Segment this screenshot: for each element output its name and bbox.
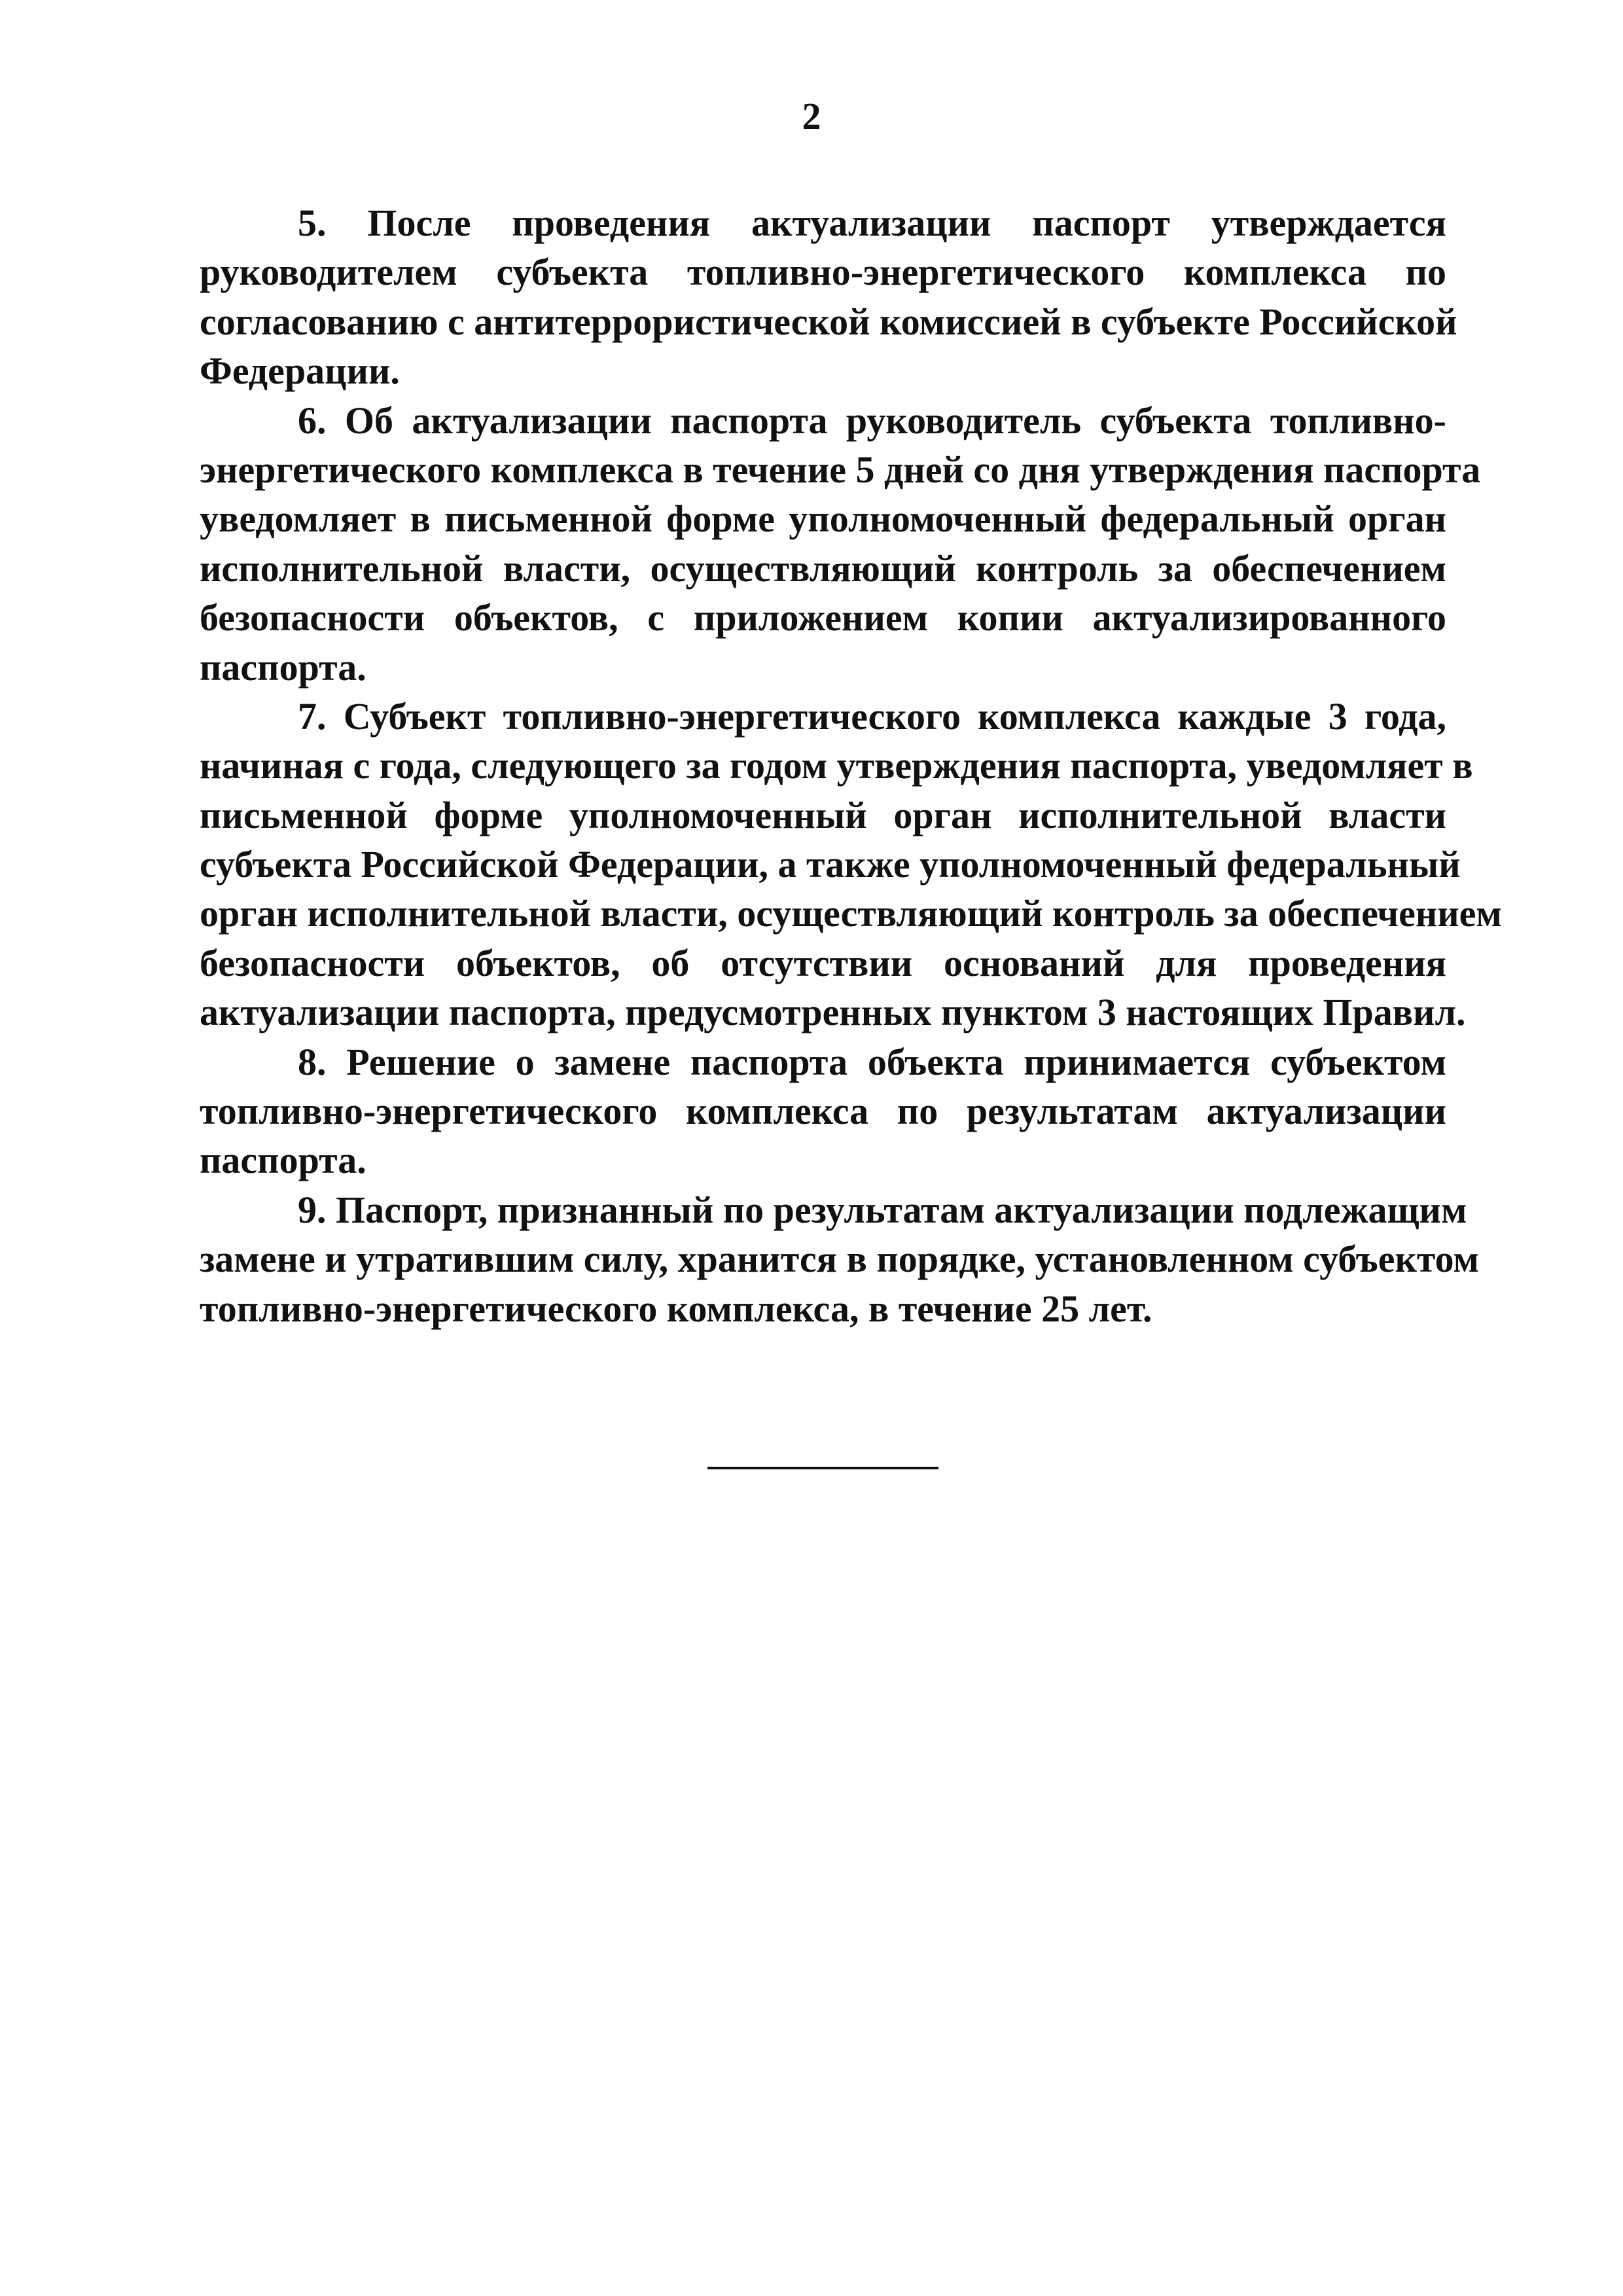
page-number: 2 <box>802 95 821 137</box>
text-line: 6. Об актуализации паспорта руководитель субъекта топливно- <box>298 399 1446 442</box>
text-line: письменной форме уполномоченный орган исполнительной власти <box>200 793 1446 836</box>
end-rule-divider <box>707 1467 938 1469</box>
text-line: согласованию с антитеррористической комиссией в субъекте Российской <box>200 300 1457 343</box>
text-line: руководителем субъекта топливно-энергетического комплекса по <box>200 251 1446 294</box>
text-line: замене и утратившим силу, хранится в порядке, установленном субъектом <box>200 1238 1480 1281</box>
text-line: исполнительной власти, осуществляющий контроль за обеспечением <box>200 547 1446 590</box>
text-line: орган исполнительной власти, осуществляющий контроль за обеспечением <box>200 892 1502 935</box>
text-line: начиная с года, следующего за годом утверждения паспорта, уведомляет в <box>200 744 1473 787</box>
paragraph-8 <box>200 1037 1446 1185</box>
text-line: топливно-энергетического комплекса, в течение 25 лет. <box>200 1287 1152 1330</box>
text-line: паспорта. <box>200 645 366 689</box>
paragraph-6 <box>200 396 1481 692</box>
text-line: 9. Паспорт, признанный по результатам актуализации подлежащим <box>298 1188 1467 1231</box>
text-line: субъекта Российской Федерации, а также уполномоченный федеральный <box>200 843 1461 886</box>
paragraph-5 <box>200 198 1457 396</box>
text-line: Федерации. <box>200 350 400 393</box>
text-line: актуализации паспорта, предусмотренных пунктом 3 настоящих Правил. <box>200 991 1466 1034</box>
text-line: паспорта. <box>200 1139 366 1182</box>
text-line: безопасности объектов, с приложением копии актуализированного <box>200 596 1446 639</box>
text-line: 8. Решение о замене паспорта объекта принимается субъектом <box>298 1040 1446 1083</box>
text-line: уведомляет в письменной форме уполномоченный федеральный орган <box>200 497 1446 541</box>
text-line: безопасности объектов, об отсутствии оснований для проведения <box>200 941 1446 984</box>
document-body <box>200 198 1502 1333</box>
paragraph-9 <box>200 1185 1480 1333</box>
paragraph-7 <box>200 692 1502 1037</box>
text-line: энергетического комплекса в течение 5 дней со дня утверждения паспорта <box>200 448 1481 491</box>
text-line: топливно-энергетического комплекса по результатам актуализации <box>200 1090 1446 1133</box>
text-line: 5. После проведения актуализации паспорт утверждается <box>298 202 1446 244</box>
text-line: 7. Субъект топливно-энергетического комплекса каждые 3 года, <box>298 694 1446 738</box>
